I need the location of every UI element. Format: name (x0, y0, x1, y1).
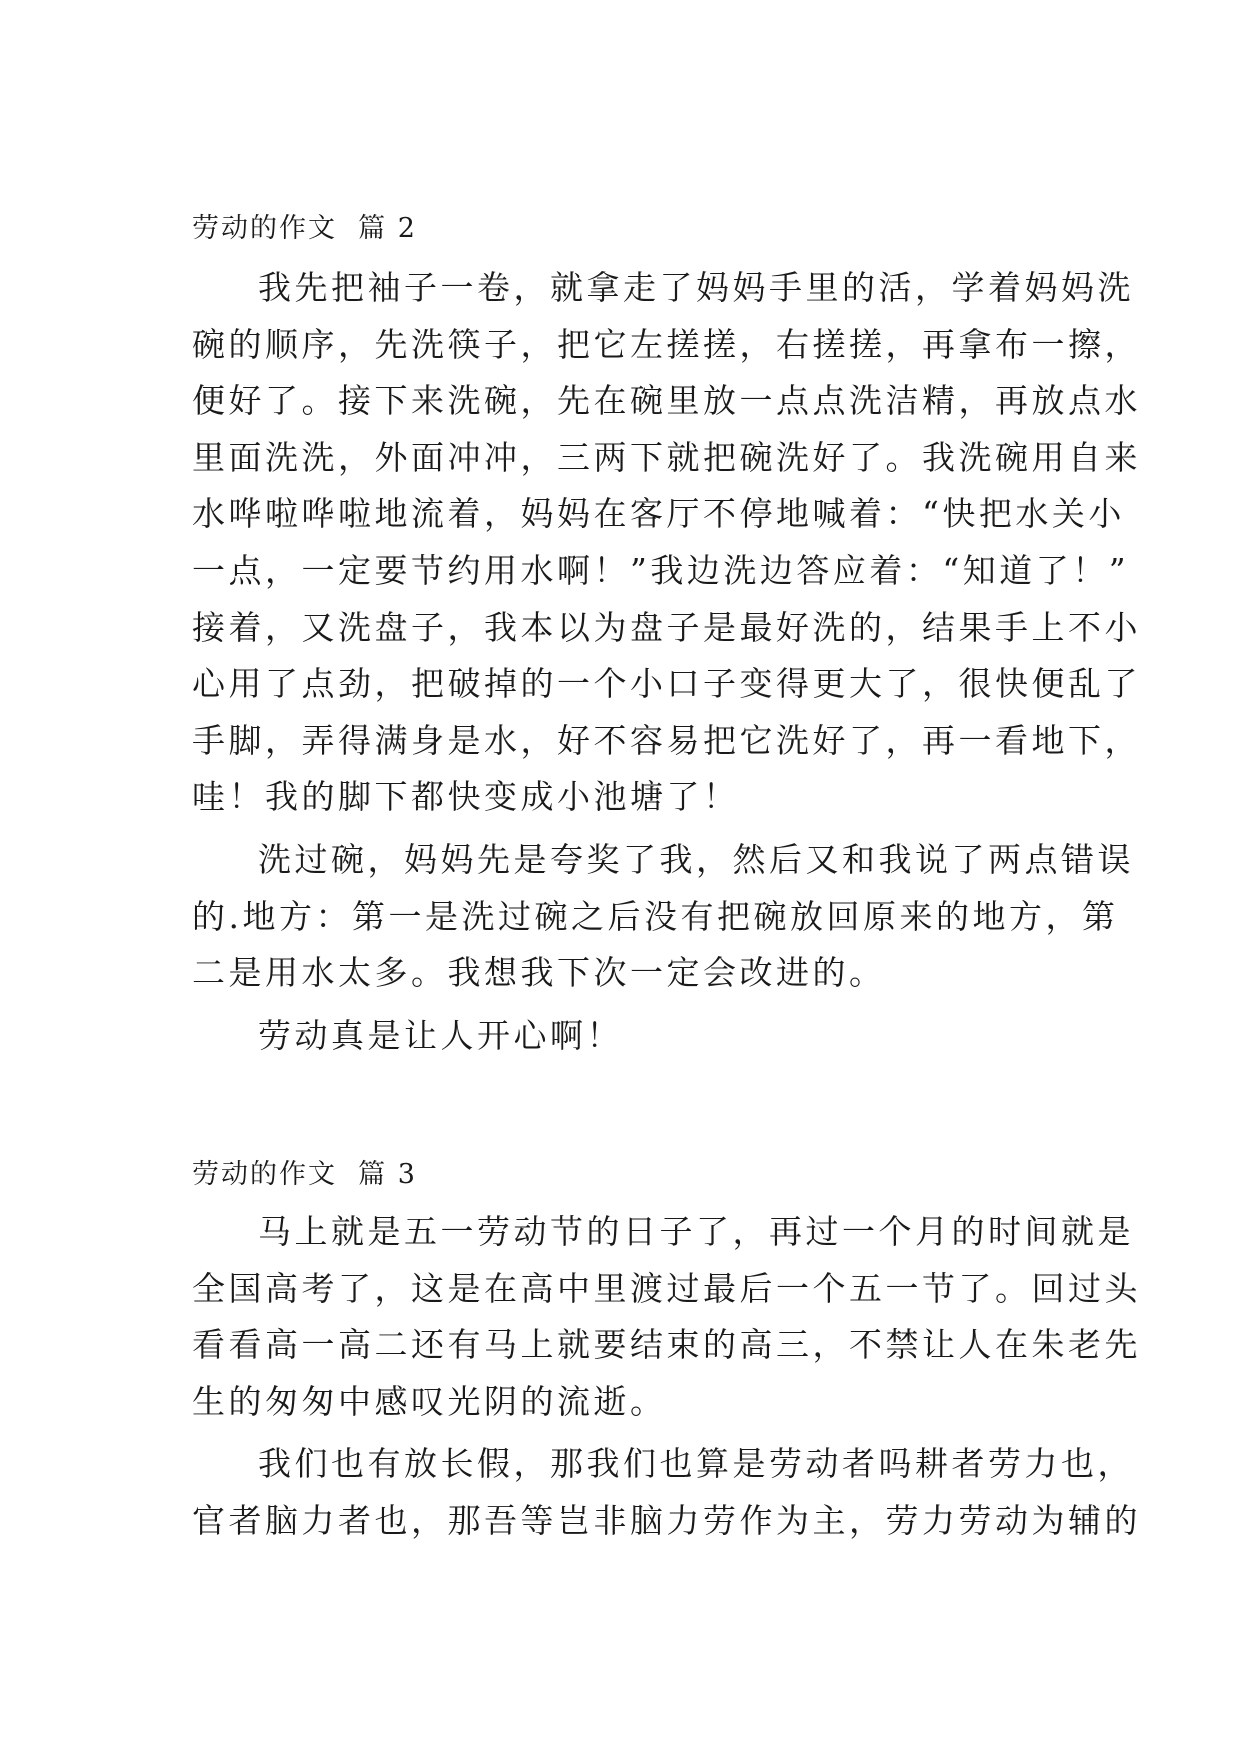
text-line: 马上就是五一劳动节的日子了，再过一个月的时间就是 (258, 1212, 1134, 1251)
text-line: 劳动真是让人开心啊！ (258, 1015, 623, 1055)
text-line: 里面洗洗，外面冲冲，三两下就把碗洗好了。我洗碗用自来 (192, 437, 1141, 477)
text-line: 洗过碗，妈妈先是夸奖了我，然后又和我说了两点错误 (258, 839, 1134, 879)
text-line: 一点，一定要节约用水啊！”我边洗边答应着：“知道了！” (192, 550, 1130, 590)
section-title: 劳动的作文 篇 2 (192, 213, 417, 244)
section-title: 劳动的作文 篇 3 (192, 1159, 417, 1190)
text-line: 官者脑力者也，那吾等岂非脑力劳作为主，劳力劳动为辅的 (192, 1500, 1141, 1540)
text-line: 的.地方：第一是洗过碗之后没有把碗放回原来的地方，第 (192, 896, 1119, 936)
section-2 (192, 212, 1048, 246)
paragraph (192, 1436, 1141, 1549)
text-line: 我们也有放长假，那我们也算是劳动者吗耕者劳力也， (258, 1444, 1134, 1484)
text-line: 接着，又洗盘子，我本以为盘子是最好洗的，结果手上不小 (192, 607, 1141, 647)
text-line: 心用了点劲，把破掉的一个小口子变得更大了，很快便乱了 (192, 664, 1141, 704)
text-line: 手脚，弄得满身是水，好不容易把它洗好了，再一看地下， (192, 720, 1141, 760)
text-line: 我先把袖子一卷，就拿走了妈妈手里的活，学着妈妈洗 (258, 268, 1134, 307)
paragraph (192, 832, 1134, 1002)
text-line: 二是用水太多。我想我下次一定会改进的。 (192, 953, 886, 993)
text-line: 便好了。接下来洗碗，先在碗里放一点点洗洁精，再放点水 (192, 381, 1141, 421)
text-line: 碗的顺序，先洗筷子，把它左搓搓，右搓搓，再拿布一擦， (192, 324, 1141, 364)
paragraph (192, 260, 1141, 826)
section-3 (192, 1158, 1048, 1192)
text-line: 哇！我的脚下都快变成小池塘了！ (192, 777, 740, 817)
paragraph (192, 1008, 1048, 1065)
text-line: 水哗啦哗啦地流着，妈妈在客厅不停地喊着：“快把水关小 (192, 494, 1125, 534)
text-line: 全国高考了，这是在高中里渡过最后一个五一节了。回过头 (192, 1268, 1141, 1308)
text-line: 生的匆匆中感叹光阴的流逝。 (192, 1381, 667, 1421)
paragraph (192, 1204, 1141, 1430)
section-2-body (192, 260, 1141, 1070)
section-3-body (192, 1204, 1141, 1556)
text-line: 看看高一高二还有马上就要结束的高三，不禁让人在朱老先 (192, 1325, 1141, 1365)
